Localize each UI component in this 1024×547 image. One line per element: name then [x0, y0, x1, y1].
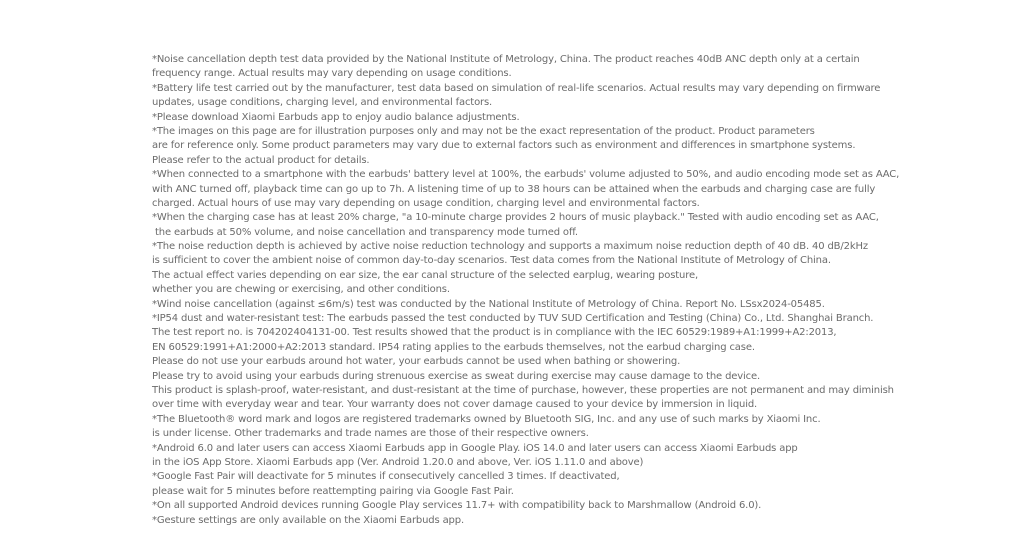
disclaimer-line: *Wind noise cancellation (against ≤6m/s) test was conducted by the National Institute of Metrology of China. Report No. LSsx2024-05485. — [152, 298, 825, 310]
disclaimer-text-block — [152, 53, 900, 528]
disclaimer-line: are for reference only. Some product parameters may vary due to external factors such as environment and differences in smartphone systems. — [152, 140, 856, 152]
disclaimer-line: *Battery life test carried out by the manufacturer, test data based on simulation of real-life scenarios. Actual results may vary depending on firmware — [152, 82, 881, 94]
disclaimer-line: is sufficient to cover the ambient noise of common day-to-day scenarios. Test data comes from the National Institute of Metrology of China. — [152, 255, 831, 267]
disclaimer-line: This product is splash-proof, water-resistant, and dust-resistant at the time of purchase, however, these properties are not permanent and may diminish — [152, 384, 894, 396]
disclaimer-line: in the iOS App Store. Xiaomi Earbuds app (Ver. Android 1.20.0 and above, Ver. iOS 1.11.0 and above) — [152, 456, 644, 468]
disclaimer-line: whether you are chewing or exercising, and other conditions. — [152, 284, 450, 296]
disclaimer-line: *Android 6.0 and later users can access Xiaomi Earbuds app in Google Play. iOS 14.0 and later users can access Xiaomi Earbuds app — [152, 442, 798, 454]
disclaimer-line: *The Bluetooth® word mark and logos are registered trademarks owned by Bluetooth SIG, Inc. and any use of such marks by Xiaomi Inc. — [152, 413, 821, 425]
disclaimer-line: is under license. Other trademarks and trade names are those of their respective owners. — [152, 428, 589, 440]
disclaimer-line: frequency range. Actual results may vary depending on usage conditions. — [152, 68, 512, 80]
disclaimer-line: the earbuds at 50% volume, and noise cancellation and transparency mode turned off. — [152, 226, 578, 238]
disclaimer-line: EN 60529:1991+A1:2000+A2:2013 standard. IP54 rating applies to the earbuds themselves, not the earbud charging case. — [152, 341, 755, 353]
disclaimer-line: Please do not use your earbuds around hot water, your earbuds cannot be used when bathing or showering. — [152, 356, 681, 368]
disclaimer-line: Please try to avoid using your earbuds during strenuous exercise as sweat during exercise may cause damage to the device. — [152, 370, 761, 382]
disclaimer-line: *Google Fast Pair will deactivate for 5 minutes if consecutively cancelled 3 times. If deactivated, — [152, 471, 620, 483]
disclaimer-line: *Please download Xiaomi Earbuds app to enjoy audio balance adjustments. — [152, 111, 520, 123]
disclaimer-line: *Gesture settings are only available on the Xiaomi Earbuds app. — [152, 514, 464, 526]
disclaimer-line: The test report no. is 704202404131-00. Test results showed that the product is in compliance with the IEC 60529:1989+A1:1999+A2:2013, — [152, 327, 837, 339]
disclaimer-line: *When the charging case has at least 20% charge, "a 10-minute charge provides 2 hours of music playback." Tested with audio encoding set as AAC, — [152, 212, 879, 224]
disclaimer-line: Please refer to the actual product for details. — [152, 154, 370, 166]
disclaimer-line: over time with everyday wear and tear. Your warranty does not cover damage caused to your device by immersion in liquid. — [152, 399, 758, 411]
disclaimer-line: *IP54 dust and water-resistant test: The earbuds passed the test conducted by TUV SUD Certification and Testing (China) Co., Ltd. Shanghai Branch. — [152, 313, 874, 325]
disclaimer-line: with ANC turned off, playback time can go up to 7h. A listening time of up to 38 hours can be attained when the earbuds and charging case are fully — [152, 183, 876, 195]
disclaimer-line: *On all supported Android devices running Google Play services 11.7+ with compatibility back to Marshmallow (Android 6.0). — [152, 500, 762, 512]
disclaimer-line: updates, usage conditions, charging level, and environmental factors. — [152, 97, 493, 109]
disclaimer-line: *The noise reduction depth is achieved by active noise reduction technology and supports a maximum noise reduction depth of 40 dB. 40 dB/2kHz — [152, 241, 868, 253]
disclaimer-line: *When connected to a smartphone with the earbuds' battery level at 100%, the earbuds' volume adjusted to 50%, and audio encoding mode set as AAC, — [152, 169, 900, 181]
disclaimer-line: The actual effect varies depending on ear size, the ear canal structure of the selected earplug, wearing posture, — [152, 269, 698, 281]
disclaimer-line: *The images on this page are for illustration purposes only and may not be the exact representation of the product. Product parameters — [152, 125, 815, 137]
disclaimer-line: charged. Actual hours of use may vary depending on usage condition, charging level and environmental factors. — [152, 197, 700, 209]
disclaimer-line: *Noise cancellation depth test data provided by the National Institute of Metrology, China. The product reaches 40dB ANC depth only at a certain — [152, 54, 860, 65]
disclaimer-line: please wait for 5 minutes before reattempting pairing via Google Fast Pair. — [152, 485, 514, 497]
